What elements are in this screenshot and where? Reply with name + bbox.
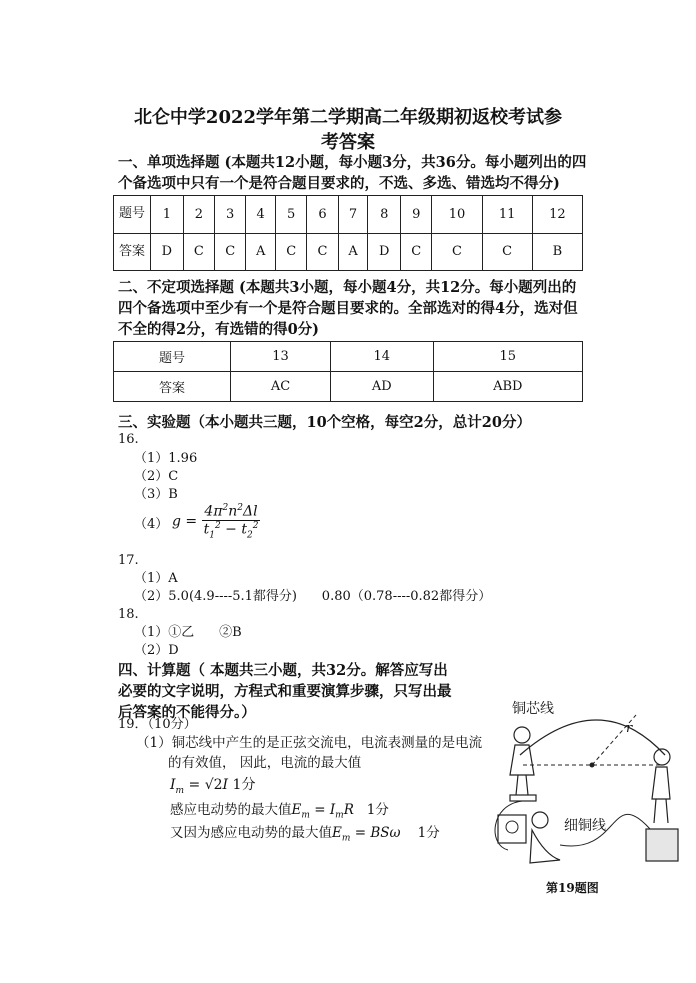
- table-row-label-question: 题号: [114, 196, 151, 234]
- table-row-label-question: 题号: [114, 342, 231, 372]
- q16-number: 16.: [118, 432, 139, 447]
- table-cell-question-number: 8: [368, 196, 401, 234]
- q19-number: 19．（10分）: [118, 717, 197, 732]
- table-cell-answer: C: [276, 233, 307, 271]
- table-cell-answer: D: [151, 233, 184, 271]
- q16-answer-4: （4）: [134, 517, 169, 532]
- table-cell-question-number: 14: [331, 342, 433, 372]
- table-cell-question-number: 3: [215, 196, 246, 234]
- figure-label-radius: r: [626, 721, 633, 736]
- q16-formula: g = $\frac{4\pi^2n^2\Delta l}{t_1^2 - t_2^2}$: [172, 503, 259, 541]
- table-cell-answer: D: [368, 233, 401, 271]
- q19-eq-1: $I_m = √2I$ 1分: [170, 777, 256, 796]
- table-cell-question-number: 7: [338, 196, 368, 234]
- q18-answer-2: （2）D: [134, 643, 179, 658]
- table-cell-answer: C: [401, 233, 432, 271]
- answer-table-single-choice: [113, 195, 583, 271]
- q19-eq-3: 又因为感应电动势的最大值$E_m = BS\omega$ 1分: [170, 825, 440, 844]
- table-cell-question-number: 5: [276, 196, 307, 234]
- q18-answer-1: （1）①乙 ②B: [134, 625, 242, 640]
- q19-eq-2: 感应电动势的最大值$E_m = I_mR$ 1分: [170, 802, 389, 821]
- q17-answer-1: （1）A: [134, 571, 178, 586]
- section1-heading: 一、单项选择题 (本题共12小题，每小题3分，共36分。每小题列出的四个备选项中只有一个是符合题目要求的，不选、多选、错选均不得分): [118, 154, 587, 192]
- page-title: 北仑中学2022学年第二学期高二年级期初返校考试参: [133, 107, 563, 128]
- q16-answer-1: （1）1.96: [134, 451, 198, 466]
- figure-19: [460, 695, 685, 895]
- section2-heading: 二、不定项选择题 (本题共3小题，每小题4分，共12分。每小题列出的四个备选项中至少有一个是符合题目要求的。全部选对的得4分，选对但不全的得2分，有选错的得0分): [118, 279, 578, 338]
- table-cell-answer: C: [307, 233, 338, 271]
- table-cell-question-number: 1: [151, 196, 184, 234]
- table-cell-answer: B: [532, 233, 582, 271]
- table-cell-answer: AC: [231, 372, 331, 402]
- answer-table-multi-choice: [113, 341, 583, 402]
- table-cell-answer: C: [432, 233, 482, 271]
- table-cell-question-number: 15: [433, 342, 582, 372]
- section3-heading: 三、实验题（本小题共三题，10个空格，每空2分，总计20分）: [118, 414, 531, 431]
- table-cell-answer: A: [246, 233, 276, 271]
- q19-text-1: （1）铜芯线中产生的是正弦交流电，电流表测量的是电流的有效值， 因此，电流的最大值: [136, 735, 483, 771]
- table-cell-answer: C: [482, 233, 532, 271]
- table-cell-question-number: 11: [482, 196, 532, 234]
- table-cell-answer: AD: [331, 372, 433, 402]
- q18-number: 18.: [118, 607, 139, 622]
- q16-answer-2: （2）C: [134, 469, 179, 484]
- table-cell-question-number: 12: [532, 196, 582, 234]
- table-row-label-answer: 答案: [114, 233, 151, 271]
- table-cell-question-number: 2: [183, 196, 214, 234]
- table-cell-answer: A: [338, 233, 368, 271]
- rope-skipping-illustration: [460, 695, 685, 895]
- q16-answer-3: （3）B: [134, 487, 178, 502]
- figure-label-thin-wire: 细铜线: [564, 818, 606, 834]
- page-title-line2: 考答案: [321, 132, 375, 153]
- q19-score-1: 1分: [232, 777, 256, 793]
- table-cell-answer: ABD: [433, 372, 582, 402]
- q19-score-3: 1分: [417, 825, 440, 841]
- q17-number: 17.: [118, 553, 139, 568]
- section4-heading: 四、计算题（ 本题共三小题，共32分。解答应写出必要的文字说明，方程式和重要演算步骤，只写出最后答案的不能得分。）: [118, 662, 452, 721]
- table-cell-question-number: 9: [401, 196, 432, 234]
- table-cell-question-number: 4: [246, 196, 276, 234]
- table-row-label-answer: 答案: [114, 372, 231, 402]
- table-cell-question-number: 6: [307, 196, 338, 234]
- q19-score-2: 1分: [366, 802, 389, 818]
- table-cell-question-number: 13: [231, 342, 331, 372]
- figure-caption: 第19题图: [546, 881, 599, 895]
- table-cell-question-number: 10: [432, 196, 482, 234]
- table-cell-answer: C: [183, 233, 214, 271]
- table-cell-answer: C: [215, 233, 246, 271]
- figure-label-copper-wire: 铜芯线: [512, 701, 554, 717]
- q17-answer-2: （2）5.0(4.9----5.1都得分) 0.80（0.78----0.82都得分）: [134, 589, 492, 604]
